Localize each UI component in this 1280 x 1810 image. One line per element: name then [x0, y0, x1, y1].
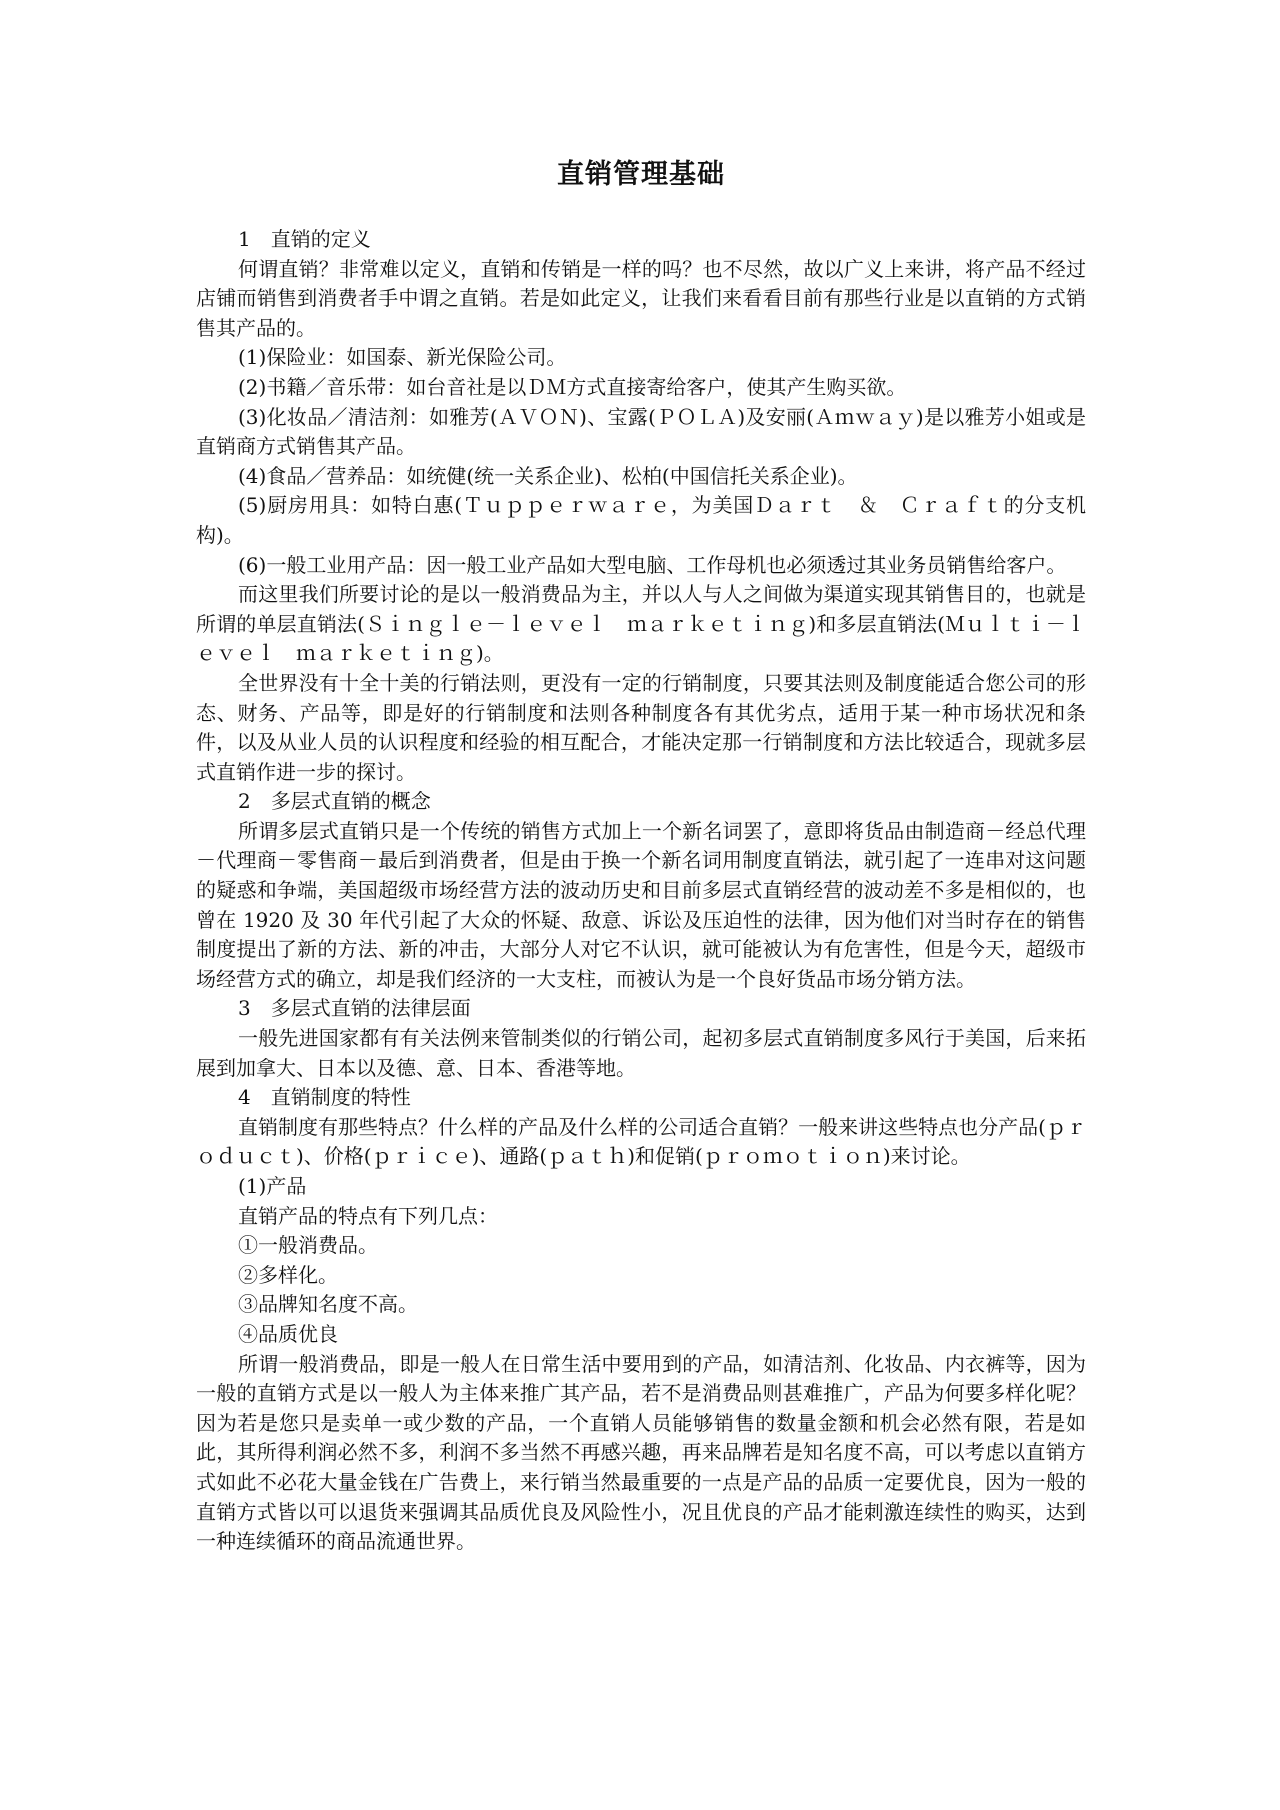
section-heading-definition: 1 直销的定义 — [238, 227, 371, 251]
list-item: (5)厨房用具：如特白惠(Ｔｕｐｐｅｒｗａｒｅ，为美国Ｄａｒｔ ＆ Ｃｒａｆｔ的分支机构)。 — [196, 493, 1086, 547]
section-heading-concept: 2 多层式直销的概念 — [238, 789, 431, 814]
paragraph: 全世界没有十全十美的行销法则，更没有一定的行销制度，只要其法则及制度能适合您公司的形态、财务、产品等，即是好的行销制度和法则各种制度各有其优劣点，适用于某一种市场状况和条件，以及从业人员的认识程度和经验的相互配合，才能决定那一行销制度和方法比较适合，现就多层式直销作进一步的探讨。 — [196, 670, 1086, 784]
document-page — [196, 0, 1086, 1557]
section-heading-legal: 3 多层式直销的法律层面 — [238, 996, 471, 1021]
list-item: ①一般消费品。 — [238, 1233, 378, 1258]
paragraph: 直销制度有那些特点？什么样的产品及什么样的公司适合直销？一般来讲这些特点也分产品(ｐｒｏｄｕｃｔ)、价格(ｐｒｉｃｅ)、通路(ｐａｔｈ)和促销(ｐｒｏｍｏｔｉｏｎ)来讨论。 — [196, 1114, 1086, 1169]
paragraph: 一般先进国家都有有关法例来管制类似的行销公司，起初多层式直销制度多风行于美国，后来拓展到加拿大、日本以及德、意、日本、香港等地。 — [196, 1026, 1086, 1080]
section-heading-characteristics: 4 直销制度的特性 — [238, 1085, 411, 1110]
list-item: ③品牌知名度不高。 — [238, 1292, 418, 1317]
list-item: (3)化妆品／清洁剂：如雅芳(ＡＶＯＮ)、宝露(ＰＯＬＡ)及安丽(Ａｍｗａｙ)是以雅芳小姐或是直销商方式销售其产品。 — [196, 404, 1086, 459]
document-body — [196, 225, 1086, 1557]
paragraph: 而这里我们所要讨论的是以一般消费品为主，并以人与人之间做为渠道实现其销售目的，也就是所谓的单层直销法(Ｓｉｎｇｌｅ－ｌｅｖｅｌ ｍａｒｋｅｔｉｎｇ)和多层直销法(Ｍｕｌｔｉ－ｌｅｖｅｌ ｍａｒｋｅｔｉｎｇ)。 — [196, 582, 1086, 666]
list-item: (6)一般工业用产品：因一般工业产品如大型电脑、工作母机也必须透过其业务员销售给客户。 — [238, 552, 1067, 577]
list-item: (2)书籍／音乐带：如台音社是以ＤＭ方式直接寄给客户，使其产生购买欲。 — [238, 374, 907, 399]
document-title: 直销管理基础 — [557, 159, 725, 190]
subsection-heading-product: (1)产品 — [238, 1174, 307, 1198]
paragraph: 何谓直销？非常难以定义，直销和传销是一样的吗？也不尽然，故以广义上来讲，将产品不经过店铺而销售到消费者手中谓之直销。若是如此定义，让我们来看看目前有那些行业是以直销的方式销售其产品的。 — [196, 256, 1086, 340]
paragraph: 所谓多层式直销只是一个传统的销售方式加上一个新名词罢了，意即将货品由制造商－经总代理－代理商－零售商－最后到消费者，但是由于换一个新名词用制度直销法，就引起了一连串对这问题的疑惑和争端，美国超级市场经营方法的波动历史和目前多层式直销经营的波动差不多是相似的，也曾在 1920 及 30 年代引起了大众的怀疑、敌意、诉讼及压迫性的法律，因为他们对当时存在的销售制度提出了新的方法、新的冲击，大部分人对它不认识，就可能被认为有危害性，但是今天，超级市场经营方式的确立，却是我们经济的一大支柱，而被认为是一个良好货品市场分销方法。 — [196, 818, 1086, 991]
list-item: (4)食品／营养品：如统健(统一关系企业)、松柏(中国信托关系企业)。 — [238, 463, 858, 488]
list-item: ②多样化。 — [238, 1262, 338, 1287]
paragraph: 直销产品的特点有下列几点： — [238, 1203, 498, 1228]
paragraph: 所谓一般消费品，即是一般人在日常生活中要用到的产品，如清洁剂、化妆品、内衣裤等，因为一般的直销方式是以一般人为主体来推广其产品，若不是消费品则甚难推广，产品为何要多样化呢？因为若是您只是卖单一或少数的产品，一个直销人员能够销售的数量金额和机会必然有限，若是如此，其所得利润必然不多，利润不多当然不再感兴趣，再来品牌若是知名度不高，可以考虑以直销方式如此不必花大量金钱在广告费上，来行销当然最重要的一点是产品的品质一定要优良，因为一般的直销方式皆以可以退货来强调其品质优良及风险性小，况且优良的产品才能刺激连续性的购买，达到一种连续循环的商品流通世界。 — [196, 1351, 1086, 1554]
list-item: ④品质优良 — [238, 1321, 338, 1346]
list-item: (1)保险业：如国泰、新光保险公司。 — [238, 345, 567, 370]
